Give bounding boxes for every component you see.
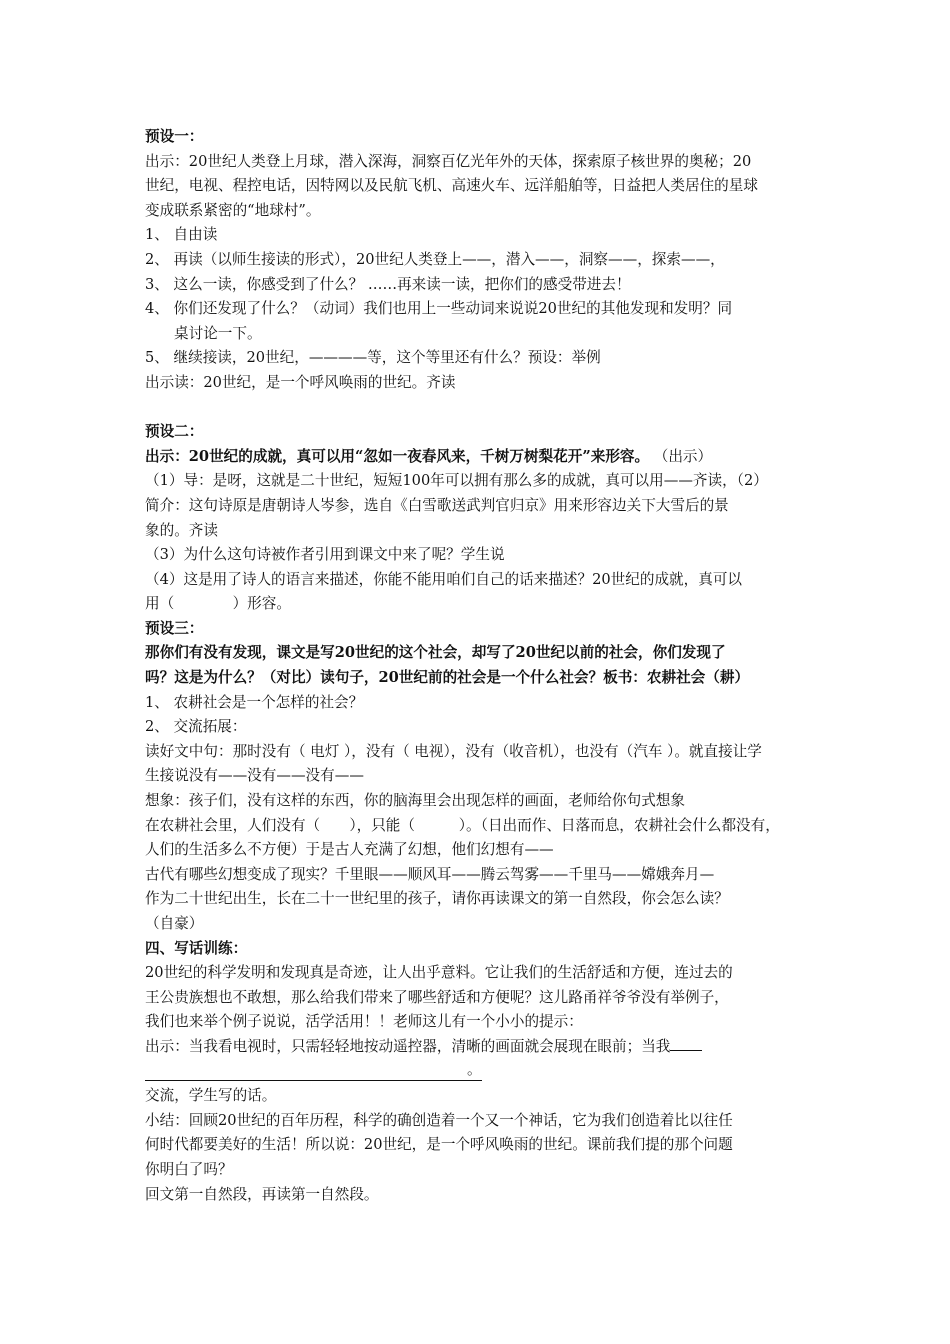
list-item: 5、 继续接读，20世纪，————等，这个等里还有什么？预设：举例	[145, 349, 601, 367]
text-line: 象的。齐读	[145, 521, 218, 539]
list-item-continuation: 桌讨论一下。	[174, 324, 262, 342]
text-line: 古代有哪些幻想变成了现实？千里眼——顺风耳——腾云驾雾——千里马——嫦娥奔月—	[145, 865, 715, 883]
blank-line	[670, 1036, 702, 1051]
text-line: 我们也来举个例子说说，活学活用！！老师这儿有一个小小的提示：	[145, 1013, 583, 1031]
text-line: 你明白了吗？	[145, 1160, 233, 1178]
list-item: 2、 交流拓展：	[145, 718, 247, 736]
text-line: 交流，学生写的话。	[145, 1087, 277, 1105]
text-line: 变成联系紧密的“地球村”。	[145, 201, 321, 219]
period-mark: 。	[467, 1060, 482, 1078]
section-heading-2: 预设二：	[145, 423, 204, 441]
underline-rule	[145, 1080, 482, 1081]
spacer	[145, 396, 810, 421]
text-span: （出示）	[649, 447, 713, 465]
text-line: 人们的生活多么不方便）于是古人充满了幻想，他们幻想有——	[145, 841, 554, 859]
list-item: 2、 再读（以师生接读的形式），20世纪人类登上——，潜入——，洞察——，探索——，	[145, 250, 725, 268]
section-heading-4: 四、写话训练：	[145, 939, 248, 957]
bold-quote: 出示：20世纪的成就，真可以用“忽如一夜春风来，千树万树梨花开”来形容。	[145, 447, 650, 465]
document-body	[145, 125, 810, 1207]
blank-fill-line	[145, 1060, 810, 1085]
bold-text-line: 吗？这是为什么？（对比）读句子，20世纪前的社会是一个什么社会？板书：农耕社会（耕）	[145, 669, 750, 687]
text-line: 出示读：20世纪，是一个呼风唤雨的世纪。齐读	[145, 373, 456, 391]
text-line: 小结：回顾20世纪的百年历程，科学的确创造着一个又一个神话，它为我们创造着比以往任	[145, 1111, 733, 1129]
text-line	[145, 1035, 810, 1060]
list-item: 4、 你们还发现了什么？（动词）我们也用上一些动词来说说20世纪的其他发现和发明？同	[145, 300, 733, 318]
text-line: （4）这是用了诗人的语言来描述，你能不能用咱们自己的话来描述？20世纪的成就，真可以	[145, 570, 743, 588]
section-heading-1: 预设一：	[145, 128, 204, 145]
text-line: 生接说没有——没有——没有——	[145, 767, 364, 785]
text-line: 简介：这句诗原是唐朝诗人岑参，选自《白雪歌送武判官归京》用来形容边关下大雪后的景	[145, 496, 729, 514]
section-heading-3: 预设三：	[145, 619, 204, 637]
text-line: （自豪）	[145, 915, 204, 932]
text-line: 20世纪的科学发明和发现真是奇迹，让人出乎意料。它让我们的生活舒适和方便，连过去的	[145, 964, 733, 982]
list-item: 3、 这么一读，你感受到了什么？ ……再来读一读，把你们的感受带进去！	[145, 275, 631, 293]
text-line: 出示：20世纪人类登上月球，潜入深海，洞察百亿光年外的天体，探索原子核世界的奥秘；20	[145, 152, 752, 170]
list-item: 1、 农耕社会是一个怎样的社会？	[145, 693, 364, 711]
text-line: 世纪，电视、程控电话，因特网以及民航飞机、高速火车、远洋船舶等，日益把人类居住的星球	[145, 177, 758, 195]
list-item: 1、 自由读	[145, 226, 218, 244]
bold-text-line: 那你们有没有发现，课文是写20世纪的这个社会，却写了20世纪以前的社会，你们发现了	[145, 644, 726, 662]
text-line: 回文第一自然段，再读第一自然段。	[145, 1185, 379, 1203]
text-line	[145, 445, 810, 470]
text-line: 读好文中句：那时没有（ 电灯 ），没有（ 电视），没有（收音机），也没有（汽车 ）。就直接让学	[145, 742, 762, 760]
text-line: （3）为什么这句诗被作者引用到课文中来了呢？学生说	[145, 546, 505, 564]
text-line: （1）导：是呀，这就是二十世纪，短短100年可以拥有那么多的成就，真可以用——齐读，（2）	[145, 472, 768, 490]
text-line: 王公贵族想也不敢想，那么给我们带来了哪些舒适和方便呢？这儿路甬祥爷爷没有举例子，	[145, 988, 729, 1006]
text-line: 在农耕社会里，人们没有（ ），只能（ ）。（日出而作、日落而息，农耕社会什么都没有，	[145, 816, 780, 834]
text-span: 出示：当我看电视时，只需轻轻地按动遥控器，清晰的画面就会展现在眼前；当我	[145, 1037, 671, 1055]
text-line: 何时代都要美好的生活！所以说：20世纪，是一个呼风唤雨的世纪。课前我们提的那个问题	[145, 1136, 733, 1154]
text-line: 用（ ）形容。	[145, 595, 291, 613]
text-line: 作为二十世纪出生，长在二十一世纪里的孩子，请你再读课文的第一自然段，你会怎么读？	[145, 890, 729, 908]
text-line: 想象：孩子们，没有这样的东西，你的脑海里会出现怎样的画面，老师给你句式想象	[145, 792, 685, 810]
